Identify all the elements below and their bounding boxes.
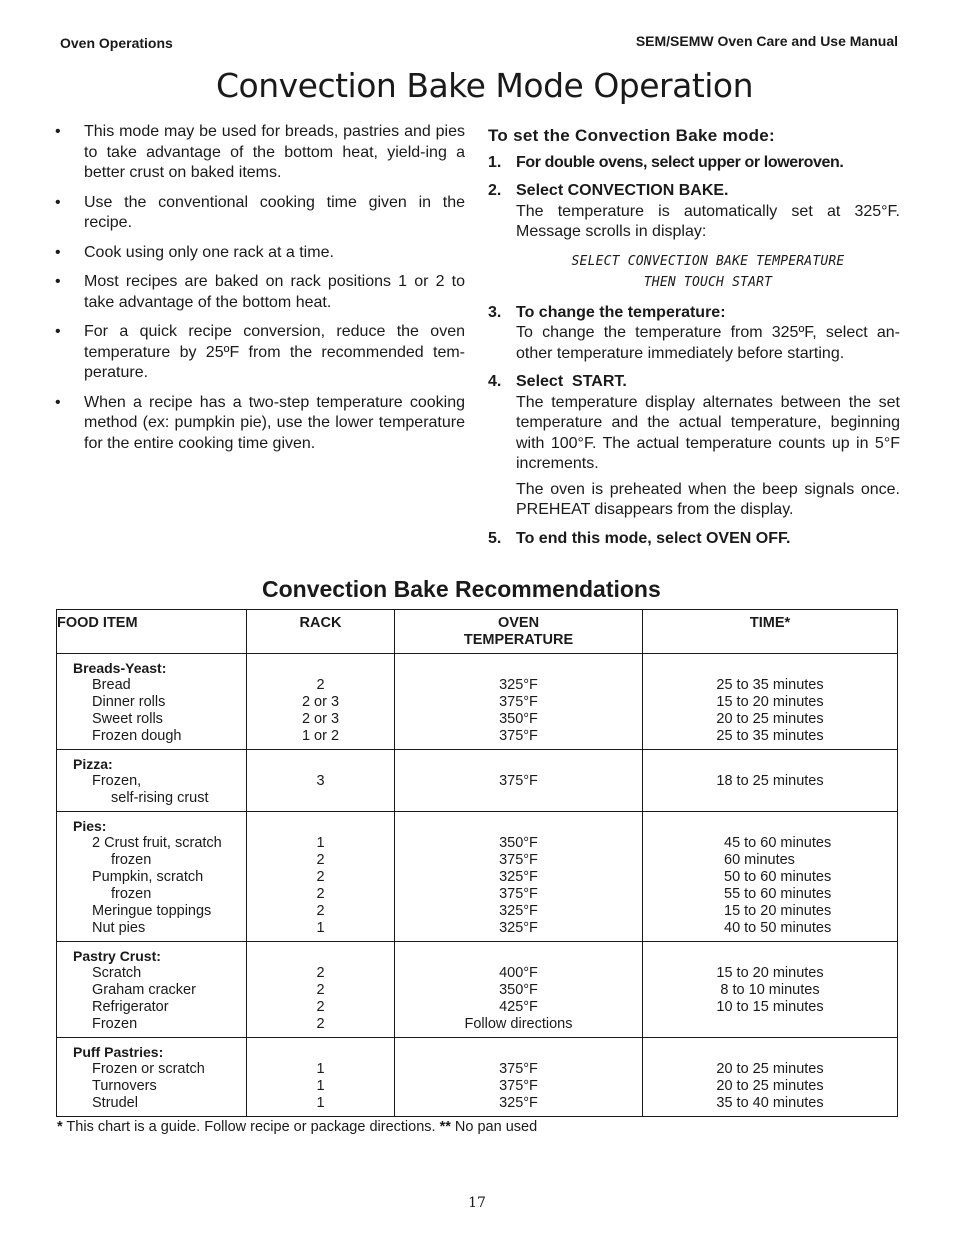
time-cell: 25 to 35 minutes 15 to 20 minutes 20 to 25 minutes 25 to 35 minutes (643, 654, 898, 750)
page-title: Convection Bake Mode Operation (216, 66, 754, 105)
step-number: 5. (488, 529, 502, 547)
section-header: Oven Operations (60, 35, 173, 51)
bullet-icon: • (55, 393, 61, 411)
table-row (57, 750, 898, 812)
list-item: • Most recipes are baked on rack positions 1 or 2 to take advantage of the bottom heat. (55, 273, 465, 311)
recommendations-title: Convection Bake Recommendations (262, 576, 661, 602)
list-item: • When a recipe has a two-step temperature cooking method (ex: pumpkin pie), use the lower temperature for the entire cooking time given. (55, 393, 465, 452)
food-cell: Pizza: Frozen, self-rising crust (57, 750, 247, 812)
display-message-line: SELECT CONVECTION BAKE TEMPERATURE (571, 253, 845, 269)
list-item: • For a quick recipe conversion, reduce the oven temperature by 25ºF from the recommended tem-perature. (55, 323, 465, 381)
step-3 (488, 303, 900, 365)
tips-column (55, 122, 465, 463)
food-cell: Pastry Crust: Scratch Graham cracker Refrigerator Frozen (57, 942, 247, 1038)
category-label: Puff Pastries: (73, 1044, 164, 1060)
list-item: • Cook using only one rack at a time. (55, 243, 465, 264)
oven-cell: 325°F 375°F 350°F 375°F (395, 654, 643, 750)
step-number: 3. (488, 303, 502, 321)
step-number: 2. (488, 182, 502, 199)
table-footnote: * This chart is a guide. Follow recipe or package directions. ** No pan used (57, 1119, 538, 1135)
rack-cell: 1 1 1 (247, 1038, 395, 1117)
table-row (57, 812, 898, 942)
bullet-icon: • (55, 123, 61, 140)
step-5 (488, 529, 900, 550)
instructions-heading: To set the Convection Bake mode: (488, 126, 775, 145)
rack-cell: 1 2 2 2 2 1 (247, 812, 395, 942)
food-cell: Pies: 2 Crust fruit, scratch frozen Pumpkin, scratch frozen Meringue toppings Nut pies (57, 812, 247, 942)
instructions-column (488, 126, 900, 557)
category-label: Pastry Crust: (73, 948, 161, 964)
time-cell: 18 to 25 minutes (643, 750, 898, 812)
time-cell: 15 to 20 minutes 8 to 10 minutes 10 to 15 minutes (643, 942, 898, 1038)
step-number: 1. (488, 153, 502, 171)
bullet-icon: • (55, 323, 61, 340)
step-body: The temperature is automatically set at 325°F. Message scrolls in display: (516, 202, 900, 240)
step-body-note: The oven is preheated when the beep signals once. PREHEAT disappears from the display. (516, 480, 900, 518)
display-message (516, 251, 900, 293)
table-row (57, 654, 898, 750)
list-item: • This mode may be used for breads, pastries and pies to take advantage of the bottom heat, yield-ing a better crust on baked items. (55, 123, 465, 181)
category-label: Pizza: (73, 756, 113, 772)
bullet-icon: • (55, 243, 61, 261)
step-heading: To change the temperature: (516, 303, 726, 321)
step-2 (488, 181, 900, 243)
category-label: Pies: (73, 818, 107, 834)
rack-cell: 3 (247, 750, 395, 812)
column-header-time: TIME* (643, 610, 898, 654)
bullet-icon: • (55, 193, 61, 211)
step-body: To change the temperature from 325ºF, select an-other temperature immediately before starting. (516, 324, 900, 362)
step-heading: For double ovens, select upper or loweroven. (516, 153, 844, 171)
rack-cell: 2 2 2 2 (247, 942, 395, 1038)
step-heading: Select CONVECTION BAKE. (516, 182, 729, 199)
column-header-oven: OVEN TEMPERATURE (395, 610, 643, 654)
food-cell: Puff Pastries: Frozen or scratch Turnovers Strudel (57, 1038, 247, 1117)
step-1 (488, 153, 900, 174)
page-number: 17 (468, 1195, 486, 1211)
oven-cell: 375°F 375°F 325°F (395, 1038, 643, 1117)
step-4 (488, 372, 900, 521)
column-header-food: FOOD ITEM (57, 610, 247, 654)
manual-title-header: SEM/SEMW Oven Care and Use Manual (635, 33, 898, 49)
table-row (57, 1038, 898, 1117)
list-item: • Use the conventional cooking time given in the recipe. (55, 193, 465, 231)
table-header-row (57, 610, 898, 654)
step-body: The temperature display alternates between the set temperature and the actual temperature, beginning with 100°F. The actual temperature counts up in 5°F increments. (516, 393, 900, 472)
oven-cell: 400°F 350°F 425°F Follow directions (395, 942, 643, 1038)
table-row (57, 942, 898, 1038)
bullet-icon: • (55, 273, 61, 290)
oven-cell: 350°F 375°F 325°F 375°F 325°F 325°F (395, 812, 643, 942)
time-cell: 20 to 25 minutes 20 to 25 minutes 35 to 40 minutes (643, 1038, 898, 1117)
tips-list (55, 122, 465, 454)
category-label: Breads-Yeast: (73, 660, 167, 676)
column-header-rack: RACK (247, 610, 395, 654)
step-heading: To end this mode, select OVEN OFF. (516, 529, 791, 547)
oven-cell: 375°F (395, 750, 643, 812)
step-heading: Select START. (516, 373, 627, 390)
rack-cell: 2 2 or 3 2 or 3 1 or 2 (247, 654, 395, 750)
display-message-line: THEN TOUCH START (643, 274, 773, 290)
recommendations-table (56, 609, 898, 1117)
step-number: 4. (488, 373, 502, 390)
time-cell: 45 to 60 minutes 60 minutes 50 to 60 minutes 55 to 60 minutes 15 to 20 minutes 40 to 50 minutes (643, 812, 898, 942)
food-cell: Breads-Yeast: Bread Dinner rolls Sweet rolls Frozen dough (57, 654, 247, 750)
